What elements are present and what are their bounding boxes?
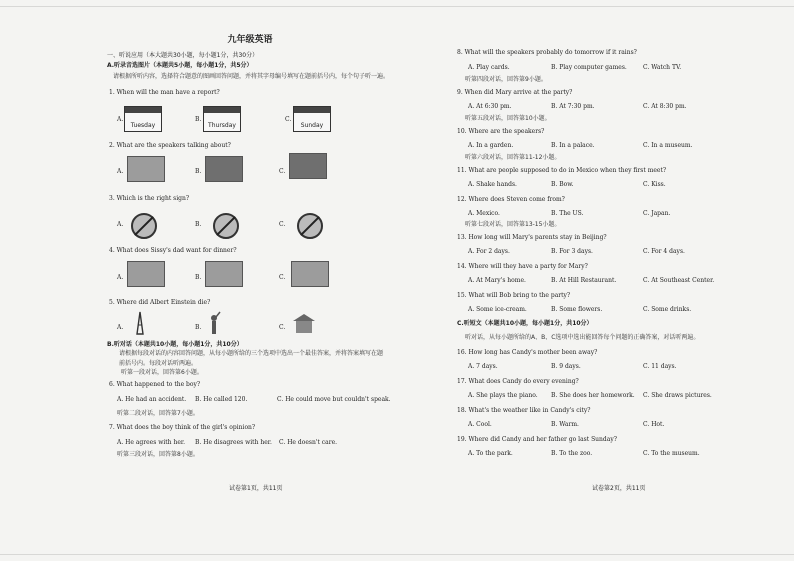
dialogue-1-note: 听第一段对话，回答第6小题。 — [121, 369, 203, 376]
group-photo — [289, 153, 327, 179]
question-9: 9. When did Mary arrive at the party? — [457, 89, 573, 96]
option-b: B. Play computer games. — [551, 64, 627, 71]
option-b: B. Some flowers. — [551, 306, 603, 313]
scan-line — [0, 6, 794, 7]
option-label: A. — [117, 324, 124, 331]
option-label: C. — [279, 221, 286, 228]
option-label: C. — [279, 274, 286, 281]
option-c: C. Kiss. — [643, 181, 666, 188]
dialogue-2-note: 听第二段对话，回答第7小题。 — [117, 410, 199, 417]
prohibition-sign-icon — [297, 213, 323, 239]
question-18: 18. What's the weather like in Candy's city? — [457, 407, 591, 414]
option-b: B. The US. — [551, 210, 584, 217]
question-12: 12. Where does Steven come from? — [457, 196, 565, 203]
option-a: A. For 2 days. — [468, 248, 510, 255]
question-11: 11. What are people supposed to do in Mexico when they first meet? — [457, 167, 667, 174]
option-label: B. — [195, 221, 202, 228]
eiffel-tower-icon — [129, 311, 151, 335]
prohibition-sign-icon — [213, 213, 239, 239]
statue-of-liberty-icon — [203, 311, 225, 335]
option-c: C. Some drinks. — [643, 306, 692, 313]
question-1: 1. When will the man have a report? — [109, 89, 220, 96]
page-footer-right: 试卷第2页，共11页 — [592, 485, 646, 492]
option-a: A. To the park. — [468, 450, 513, 457]
option-c: C. At Southeast Center. — [643, 277, 715, 284]
option-a: A. He had an accident. — [117, 396, 187, 403]
question-19: 19. Where did Candy and her father go last Sunday? — [457, 436, 617, 443]
question-17: 17. What does Candy do every evening? — [457, 378, 579, 385]
option-a: A. She plays the piano. — [468, 392, 538, 399]
option-c: C. For 4 days. — [643, 248, 685, 255]
option-label: C. — [279, 168, 286, 175]
option-a: A. Cool. — [468, 421, 492, 428]
page-title: 九年级英语 — [227, 35, 273, 45]
food-photo — [127, 261, 165, 287]
part1-heading: 一、听说应用（本大题共30小题，每小题1分，共30分） — [107, 52, 259, 59]
option-b: B. Bow. — [551, 181, 574, 188]
option-label: A. — [117, 274, 124, 281]
question-13: 13. How long will Mary's parents stay in Beijing? — [457, 234, 607, 241]
option-label: A. — [117, 168, 124, 175]
dish-photo — [291, 261, 329, 287]
option-b: B. He called 120. — [195, 396, 248, 403]
option-b: B. For 3 days. — [551, 248, 593, 255]
question-4: 4. What does Sissy's dad want for dinner? — [109, 247, 237, 254]
calendar-sunday-image: Sunday — [293, 106, 331, 132]
option-a: A. Shake hands. — [468, 181, 517, 188]
dialogue-4-note: 听第四段对话，回答第9小题。 — [465, 76, 547, 83]
section-c-instruction: 听对话，从每小题所给的A、B、C选项中选出能回答每个问题的正确答案，对话听两遍。 — [465, 334, 700, 341]
option-c: C. He could move but couldn't speak. — [277, 396, 391, 403]
option-c: C. In a museum. — [643, 142, 693, 149]
section-c-heading: C.听短文（本题共10小题，每小题1分，共10分） — [457, 320, 593, 327]
question-7: 7. What does the boy think of the girl's opinion? — [109, 424, 256, 431]
option-a: A. In a garden. — [468, 142, 514, 149]
option-b: B. To the zoo. — [551, 450, 593, 457]
option-b: B. He disagrees with her. — [195, 439, 272, 446]
question-10: 10. Where are the speakers? — [457, 128, 545, 135]
option-a: A. 7 days. — [468, 363, 498, 370]
question-3: 3. Which is the right sign? — [109, 195, 190, 202]
option-label: A. — [117, 221, 124, 228]
question-14: 14. Where will they have a party for Mary? — [457, 263, 588, 270]
option-label: B. — [195, 324, 202, 331]
question-15: 15. What will Bob bring to the party? — [457, 292, 571, 299]
option-label: A. — [117, 116, 124, 123]
option-label: B. — [195, 116, 202, 123]
calendar-tuesday-image: Tuesday — [124, 106, 162, 132]
option-a: A. Some ice-cream. — [468, 306, 527, 313]
option-c: C. Watch TV. — [643, 64, 682, 71]
option-c: C. To the museum. — [643, 450, 700, 457]
option-a: A. At Mary's home. — [468, 277, 526, 284]
option-a: A. Play cards. — [468, 64, 510, 71]
option-label: C. — [279, 324, 286, 331]
option-b: B. She does her homework. — [551, 392, 635, 399]
section-a-instruction: 请根据所听内容，选择符合题意的图画回答问题，并将其字母编号填写在题前括号内，每个句子听一遍。 — [113, 73, 390, 80]
section-b-instruction-cont: 前括号内。每段对话听两遍。 — [119, 360, 198, 367]
scene-photo — [205, 156, 243, 182]
option-c: C. 11 days. — [643, 363, 677, 370]
option-b: B. 9 days. — [551, 363, 581, 370]
palace-icon — [291, 311, 317, 335]
dialogue-7-note: 听第七段对话，回答第13-15小题。 — [465, 221, 561, 228]
dialogue-3-note: 听第三段对话，回答第8小题。 — [117, 451, 199, 458]
option-c: C. He doesn't care. — [279, 439, 338, 446]
option-a: A. He agrees with her. — [117, 439, 185, 446]
section-b-heading: B.听对话（本题共10小题，每小题1分，共10分） — [107, 341, 243, 348]
dialogue-5-note: 听第五段对话，回答第10小题。 — [465, 115, 551, 122]
section-b-instruction: 请根据每段对话的内容回答问题，从每小题所给的三个选项中选出一个最佳答案，并将答案填写在题 — [119, 350, 384, 357]
option-c: C. Japan. — [643, 210, 671, 217]
question-16: 16. How long has Candy's mother been away? — [457, 349, 598, 356]
option-label: B. — [195, 274, 202, 281]
question-5: 5. Where did Albert Einstein die? — [109, 299, 211, 306]
option-label: B. — [195, 168, 202, 175]
scan-line — [0, 554, 794, 555]
option-b: B. At 7:30 pm. — [551, 103, 595, 110]
option-a: A. At 6:30 pm. — [468, 103, 512, 110]
option-c: C. She draws pictures. — [643, 392, 712, 399]
option-b: B. At Hill Restaurant. — [551, 277, 617, 284]
dialogue-6-note: 听第六段对话，回答第11-12小题。 — [465, 154, 561, 161]
question-6: 6. What happened to the boy? — [109, 381, 201, 388]
question-8: 8. What will the speakers probably do tomorrow if it rains? — [457, 49, 637, 56]
option-c: C. Hot. — [643, 421, 665, 428]
page-footer-left: 试卷第1页，共11页 — [229, 485, 283, 492]
prohibition-sign-icon — [131, 213, 157, 239]
option-b: B. Warm. — [551, 421, 579, 428]
people-photo — [127, 156, 165, 182]
question-2: 2. What are the speakers talking about? — [109, 142, 231, 149]
option-label: C. — [285, 116, 292, 123]
option-b: B. In a palace. — [551, 142, 595, 149]
section-a-heading: A.听录音选图片（本题共5小题，每小题1分，共5分） — [107, 62, 253, 69]
option-c: C. At 8:30 pm. — [643, 103, 687, 110]
option-a: A. Mexico. — [468, 210, 500, 217]
hamburger-photo — [205, 261, 243, 287]
calendar-thursday-image: Thursday — [203, 106, 241, 132]
